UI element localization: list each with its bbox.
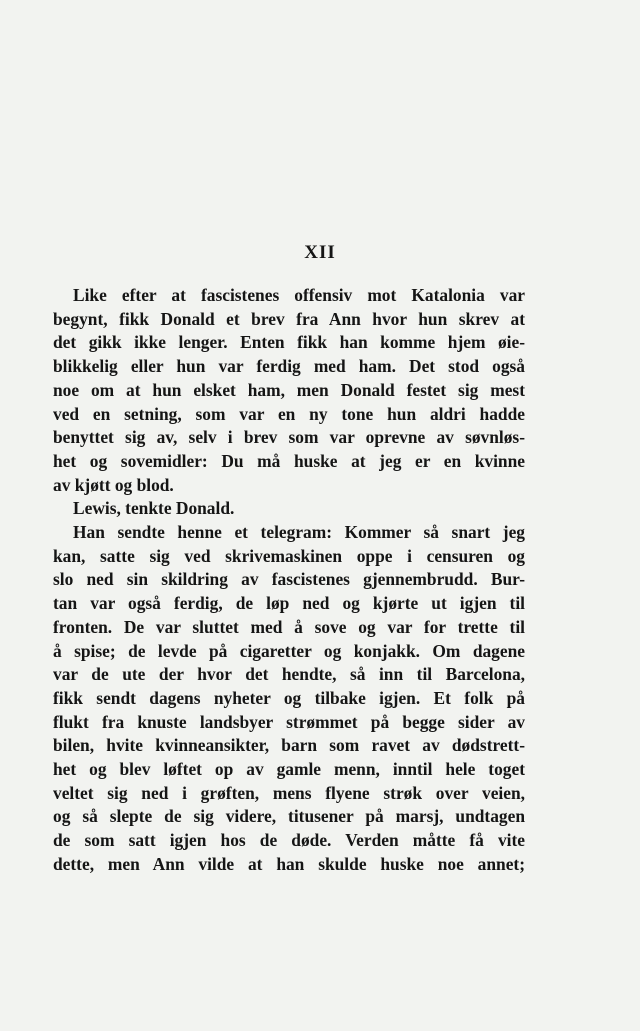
text-line: bilen, hvite kvinneansikter, barn som ravet av dødstrett- (53, 735, 525, 756)
text-line: het og sovemidler: Du må huske at jeg er en kvinne (53, 450, 525, 471)
text-line: ved en setning, som var en ny tone hun aldri hadde (53, 403, 525, 424)
text-line: Han sendte henne et telegram: Kommer så snart jeg (73, 522, 525, 543)
text-line: tan var også ferdig, de løp ned og kjørte ut igjen til (53, 593, 525, 614)
text-line: de som satt igjen hos de døde. Verden måtte få vite (53, 830, 525, 851)
text-line: og så slepte de sig videre, titusener på marsj, undtagen (53, 806, 525, 827)
text-line: veltet sig ned i grøften, mens flyene strøk over veien, (53, 782, 525, 803)
text-line: slo ned sin skildring av fascistenes gjennembrudd. Bur- (53, 569, 525, 590)
body-text (53, 284, 525, 877)
text-line: det gikk ikke lenger. Enten fikk han komme hjem øie- (53, 332, 525, 353)
text-line: var de ute der hvor det hendte, så inn til Barcelona, (53, 664, 525, 685)
text-line: dette, men Ann vilde at han skulde huske noe annet; (53, 853, 525, 874)
text-line: flukt fra knuste landsbyer strømmet på begge sider av (53, 711, 525, 732)
paragraph (53, 284, 525, 497)
text-line: begynt, fikk Donald et brev fra Ann hvor hun skrev at (53, 308, 525, 329)
text-line: Lewis, tenkte Donald. (73, 498, 235, 519)
text-line: het og blev løftet op av gamle menn, inntil hele toget (53, 759, 525, 780)
text-line: å spise; de levde på cigaretter og konjakk. Om dagene (53, 640, 525, 661)
text-line: av kjøtt og blod. (53, 474, 174, 495)
paragraph (53, 497, 525, 521)
chapter-heading: XII (304, 242, 336, 263)
paragraph (53, 521, 525, 877)
text-line: kan, satte sig ved skrivemaskinen oppe i censuren og (53, 545, 525, 566)
text-line: Like efter at fascistenes offensiv mot Katalonia var (73, 285, 525, 305)
text-line: blikkelig eller hun var ferdig med ham. Det stod også (53, 356, 525, 377)
text-line: noe om at hun elsket ham, men Donald festet sig mest (53, 379, 525, 400)
text-line: fronten. De var sluttet med å sove og var for trette til (53, 616, 525, 637)
text-line: fikk sendt dagens nyheter og tilbake igjen. Et folk på (53, 687, 525, 708)
text-line: benyttet sig av, selv i brev som var oprevne av søvnløs- (53, 427, 525, 448)
